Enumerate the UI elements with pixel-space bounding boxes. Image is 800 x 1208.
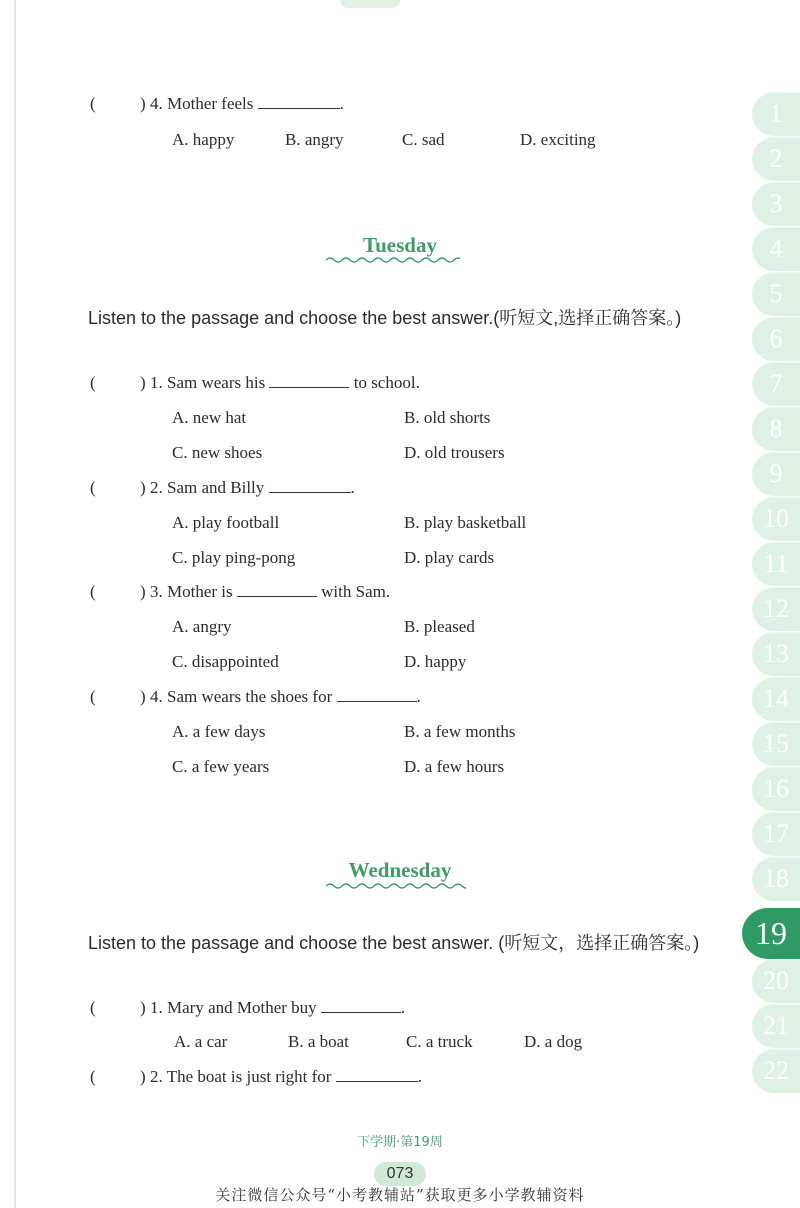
option[interactable]: B. angry <box>285 130 344 149</box>
option[interactable]: B. old shorts <box>404 408 491 427</box>
week-tab-8[interactable]: 8 <box>752 407 800 451</box>
question-text: 2. The boat is just right for . <box>150 1067 422 1086</box>
question-text: 2. Sam and Billy . <box>150 478 355 497</box>
answer-blank[interactable] <box>321 998 401 1013</box>
answer-blank[interactable] <box>337 687 417 702</box>
week-tab-20[interactable]: 20 <box>752 959 800 1003</box>
answer-paren-close: ) <box>140 94 146 113</box>
week-tab-7[interactable]: 7 <box>752 362 800 406</box>
option[interactable]: C. a truck <box>406 1032 473 1051</box>
wavy-underline <box>326 882 466 890</box>
page-edge <box>14 0 16 1208</box>
option[interactable]: D. old trousers <box>404 443 505 462</box>
page-number: 073 <box>374 1162 426 1186</box>
option[interactable]: C. sad <box>402 130 445 149</box>
week-tab-14[interactable]: 14 <box>752 677 800 721</box>
option[interactable]: C. a few years <box>172 757 270 776</box>
week-tab-9[interactable]: 9 <box>752 452 800 496</box>
week-tab-21[interactable]: 21 <box>752 1004 800 1048</box>
week-tab-18[interactable]: 18 <box>752 857 800 901</box>
option[interactable]: B. play basketball <box>404 513 527 532</box>
option[interactable]: C. play ping-pong <box>172 548 296 567</box>
top-tab-decoration <box>340 0 400 8</box>
week-tab-16[interactable]: 16 <box>752 767 800 811</box>
week-tab-3[interactable]: 3 <box>752 182 800 226</box>
question-text: 4. Mother feels . <box>150 94 344 113</box>
section-title-tuesday: Tuesday <box>363 233 437 257</box>
option[interactable]: D. happy <box>404 652 467 671</box>
watermark-text: 关注微信公众号“小考教辅站”获取更多小学教辅资料 <box>215 1186 585 1204</box>
option[interactable]: A. happy <box>172 130 235 149</box>
answer-blank[interactable] <box>269 478 351 493</box>
section-title-wednesday: Wednesday <box>348 858 452 882</box>
question-text: 4. Sam wears the shoes for . <box>150 687 421 706</box>
question-text: 3. Mother is with Sam. <box>150 582 391 601</box>
week-tab-22[interactable]: 22 <box>752 1049 800 1093</box>
question-text: 1. Mary and Mother buy . <box>150 998 406 1017</box>
option[interactable]: A. a few days <box>172 722 266 741</box>
option[interactable]: A. a car <box>174 1032 228 1051</box>
option[interactable]: C. disappointed <box>172 652 279 671</box>
option[interactable]: B. pleased <box>404 617 475 636</box>
answer-blank[interactable] <box>269 373 349 388</box>
week-tab-10[interactable]: 10 <box>752 497 800 541</box>
option[interactable]: B. a few months <box>404 722 516 741</box>
option[interactable]: D. exciting <box>520 130 596 149</box>
week-tab-17[interactable]: 17 <box>752 812 800 856</box>
option[interactable]: D. play cards <box>404 548 495 567</box>
week-tab-12[interactable]: 12 <box>752 587 800 631</box>
answer-blank[interactable] <box>336 1067 418 1082</box>
answer-blank[interactable] <box>237 582 317 597</box>
week-tab-6[interactable]: 6 <box>752 317 800 361</box>
answer-paren-open: ( <box>90 94 96 113</box>
option[interactable]: A. new hat <box>172 408 247 427</box>
instruction-wednesday: Listen to the passage and choose the best answer. (听短文，选择正确答案。) <box>88 933 700 953</box>
week-tab-19-active[interactable]: 19 <box>742 907 800 959</box>
week-tab-13[interactable]: 13 <box>752 632 800 676</box>
week-tab-4[interactable]: 4 <box>752 227 800 271</box>
week-tabs <box>742 92 800 1092</box>
option[interactable]: A. play football <box>172 513 280 532</box>
footer-label: 下学期·第19周 <box>357 1135 443 1150</box>
instruction-tuesday: Listen to the passage and choose the best answer.(听短文,选择正确答案。) <box>88 308 682 328</box>
option[interactable]: D. a dog <box>524 1032 583 1051</box>
week-tab-2[interactable]: 2 <box>752 137 800 181</box>
option[interactable]: D. a few hours <box>404 757 505 776</box>
week-tab-15[interactable]: 15 <box>752 722 800 766</box>
option[interactable]: C. new shoes <box>172 443 263 462</box>
wavy-underline <box>326 256 460 264</box>
week-tab-5[interactable]: 5 <box>752 272 800 316</box>
option[interactable]: A. angry <box>172 617 232 636</box>
answer-blank[interactable] <box>258 94 340 109</box>
week-tab-1[interactable]: 1 <box>752 92 800 136</box>
option[interactable]: B. a boat <box>288 1032 349 1051</box>
question-text: 1. Sam wears his to school. <box>150 373 420 392</box>
week-tab-11[interactable]: 11 <box>752 542 800 586</box>
